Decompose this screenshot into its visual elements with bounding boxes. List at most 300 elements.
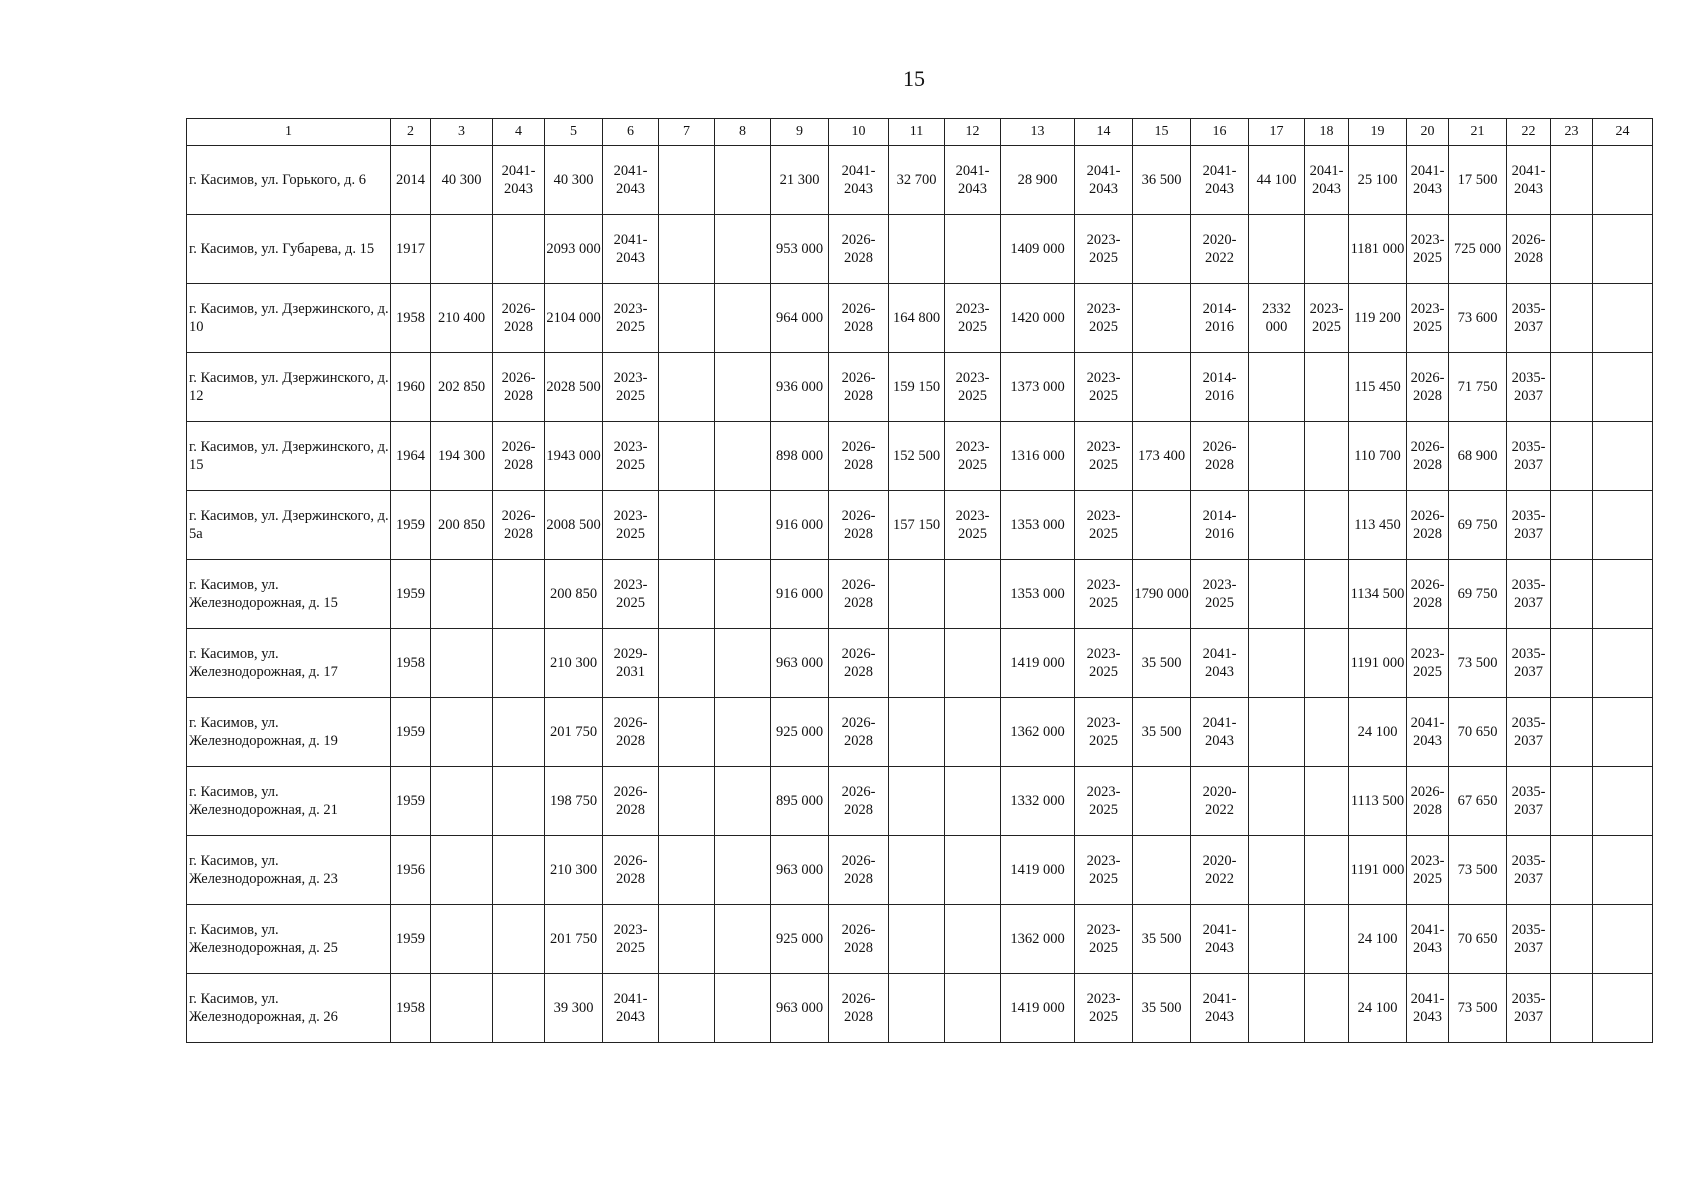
table-cell bbox=[1133, 215, 1191, 284]
table-cell bbox=[1305, 974, 1349, 1043]
table-cell bbox=[659, 905, 715, 974]
table-cell: 67 650 bbox=[1449, 767, 1507, 836]
address-cell: г. Касимов, ул. Железнодорожная, д. 26 bbox=[187, 974, 391, 1043]
table-cell bbox=[431, 560, 493, 629]
table-cell: 898 000 bbox=[771, 422, 829, 491]
table-cell: 40 300 bbox=[431, 146, 493, 215]
table-cell: 2014-2016 bbox=[1191, 284, 1249, 353]
column-header-18: 18 bbox=[1305, 119, 1349, 146]
table-cell: 2026-2028 bbox=[829, 284, 889, 353]
table-cell: 1191 000 bbox=[1349, 629, 1407, 698]
table-cell bbox=[889, 560, 945, 629]
table-cell: 69 750 bbox=[1449, 491, 1507, 560]
table-cell: 1917 bbox=[391, 215, 431, 284]
address-cell: г. Касимов, ул. Железнодорожная, д. 15 bbox=[187, 560, 391, 629]
table-cell: 2026-2028 bbox=[829, 353, 889, 422]
column-header-14: 14 bbox=[1075, 119, 1133, 146]
table-cell bbox=[1249, 353, 1305, 422]
table-cell: 164 800 bbox=[889, 284, 945, 353]
table-cell: 2041-2043 bbox=[1191, 146, 1249, 215]
table-cell: 2023-2025 bbox=[1075, 698, 1133, 767]
table-cell bbox=[659, 284, 715, 353]
table-cell bbox=[1551, 974, 1593, 1043]
table-row bbox=[187, 629, 1653, 698]
table-cell bbox=[1249, 491, 1305, 560]
table-cell: 2029-2031 bbox=[603, 629, 659, 698]
table-cell: 24 100 bbox=[1349, 974, 1407, 1043]
table-cell bbox=[715, 767, 771, 836]
table-cell: 1958 bbox=[391, 284, 431, 353]
table-cell: 2020-2022 bbox=[1191, 836, 1249, 905]
table-cell: 1353 000 bbox=[1001, 491, 1075, 560]
table-cell: 210 300 bbox=[545, 836, 603, 905]
table-cell bbox=[945, 560, 1001, 629]
table-cell: 1113 500 bbox=[1349, 767, 1407, 836]
table-row bbox=[187, 698, 1653, 767]
table-cell bbox=[659, 698, 715, 767]
table-cell: 1959 bbox=[391, 905, 431, 974]
table-cell bbox=[493, 560, 545, 629]
table-cell bbox=[431, 698, 493, 767]
table-row bbox=[187, 146, 1653, 215]
table-cell: 2035-2037 bbox=[1507, 767, 1551, 836]
table-cell: 2023-2025 bbox=[1075, 974, 1133, 1043]
table-cell bbox=[1305, 560, 1349, 629]
table-cell: 24 100 bbox=[1349, 698, 1407, 767]
column-header-2: 2 bbox=[391, 119, 431, 146]
table-cell: 2026-2028 bbox=[829, 560, 889, 629]
table-cell: 1959 bbox=[391, 698, 431, 767]
table-cell: 925 000 bbox=[771, 698, 829, 767]
table-cell: 1332 000 bbox=[1001, 767, 1075, 836]
table-cell: 2023-2025 bbox=[1305, 284, 1349, 353]
table-cell: 1959 bbox=[391, 560, 431, 629]
table-cell: 70 650 bbox=[1449, 698, 1507, 767]
table-cell: 2014-2016 bbox=[1191, 491, 1249, 560]
table-cell: 2026-2028 bbox=[493, 353, 545, 422]
table-cell: 73 600 bbox=[1449, 284, 1507, 353]
table-cell: 2023-2025 bbox=[945, 353, 1001, 422]
table-cell: 2035-2037 bbox=[1507, 974, 1551, 1043]
table-cell: 1362 000 bbox=[1001, 698, 1075, 767]
table-cell: 2023-2025 bbox=[945, 491, 1001, 560]
table-cell bbox=[715, 215, 771, 284]
table-cell: 2026-2028 bbox=[603, 698, 659, 767]
table-row bbox=[187, 491, 1653, 560]
table-cell bbox=[1593, 560, 1653, 629]
table-cell bbox=[1133, 767, 1191, 836]
table-cell bbox=[493, 836, 545, 905]
table-cell bbox=[1593, 767, 1653, 836]
table-cell: 2023-2025 bbox=[603, 284, 659, 353]
column-header-7: 7 bbox=[659, 119, 715, 146]
table-cell bbox=[1551, 836, 1593, 905]
column-header-9: 9 bbox=[771, 119, 829, 146]
table-cell: 2041-2043 bbox=[1407, 974, 1449, 1043]
table-cell: 210 400 bbox=[431, 284, 493, 353]
table-row bbox=[187, 422, 1653, 491]
table-cell: 2023-2025 bbox=[945, 284, 1001, 353]
table-cell: 2026-2028 bbox=[493, 422, 545, 491]
table-cell: 1964 bbox=[391, 422, 431, 491]
table-cell: 963 000 bbox=[771, 836, 829, 905]
address-cell: г. Касимов, ул. Дзержинского, д. 12 bbox=[187, 353, 391, 422]
table-cell: 1960 bbox=[391, 353, 431, 422]
address-cell: г. Касимов, ул. Дзержинского, д. 10 bbox=[187, 284, 391, 353]
column-header-6: 6 bbox=[603, 119, 659, 146]
table-cell bbox=[1593, 284, 1653, 353]
data-table bbox=[186, 118, 1653, 1043]
table-cell: 157 150 bbox=[889, 491, 945, 560]
table-cell bbox=[493, 698, 545, 767]
column-header-23: 23 bbox=[1551, 119, 1593, 146]
table-cell: 2026-2028 bbox=[829, 836, 889, 905]
column-header-16: 16 bbox=[1191, 119, 1249, 146]
table-cell: 925 000 bbox=[771, 905, 829, 974]
table-cell: 2093 000 bbox=[545, 215, 603, 284]
table-cell bbox=[1551, 215, 1593, 284]
table-cell: 2026-2028 bbox=[829, 422, 889, 491]
table-cell bbox=[1133, 284, 1191, 353]
table-cell: 32 700 bbox=[889, 146, 945, 215]
table-cell bbox=[889, 905, 945, 974]
table-cell bbox=[1133, 491, 1191, 560]
table-cell bbox=[715, 284, 771, 353]
table-cell: 28 900 bbox=[1001, 146, 1075, 215]
table-cell bbox=[1249, 629, 1305, 698]
table-cell bbox=[659, 629, 715, 698]
table-cell: 1420 000 bbox=[1001, 284, 1075, 353]
table-cell: 2041-2043 bbox=[1191, 629, 1249, 698]
table-cell: 1181 000 bbox=[1349, 215, 1407, 284]
table-cell: 2026-2028 bbox=[493, 491, 545, 560]
column-header-19: 19 bbox=[1349, 119, 1407, 146]
table-cell bbox=[1305, 422, 1349, 491]
table-cell bbox=[1249, 560, 1305, 629]
table-cell: 2023-2025 bbox=[1075, 422, 1133, 491]
table-cell: 2035-2037 bbox=[1507, 491, 1551, 560]
column-header-5: 5 bbox=[545, 119, 603, 146]
table-cell: 2023-2025 bbox=[603, 905, 659, 974]
table-cell: 36 500 bbox=[1133, 146, 1191, 215]
table-cell: 2035-2037 bbox=[1507, 422, 1551, 491]
table-cell bbox=[659, 146, 715, 215]
table-cell bbox=[493, 974, 545, 1043]
table-cell: 1419 000 bbox=[1001, 629, 1075, 698]
table-cell: 2035-2037 bbox=[1507, 284, 1551, 353]
table-cell bbox=[1551, 698, 1593, 767]
table-cell bbox=[431, 767, 493, 836]
table-cell: 2023-2025 bbox=[1075, 353, 1133, 422]
address-cell: г. Касимов, ул. Железнодорожная, д. 25 bbox=[187, 905, 391, 974]
table-cell: 2035-2037 bbox=[1507, 698, 1551, 767]
table-cell: 113 450 bbox=[1349, 491, 1407, 560]
table-cell: 2026-2028 bbox=[829, 905, 889, 974]
table-cell bbox=[659, 491, 715, 560]
table-cell bbox=[1551, 905, 1593, 974]
table-cell bbox=[1249, 767, 1305, 836]
table-cell: 916 000 bbox=[771, 560, 829, 629]
table-cell: 25 100 bbox=[1349, 146, 1407, 215]
table-cell: 2014-2016 bbox=[1191, 353, 1249, 422]
table-cell bbox=[1249, 974, 1305, 1043]
table-cell bbox=[1551, 767, 1593, 836]
table-cell: 152 500 bbox=[889, 422, 945, 491]
table-cell bbox=[1551, 353, 1593, 422]
table-cell bbox=[431, 629, 493, 698]
table-cell: 2041-2043 bbox=[829, 146, 889, 215]
table-cell bbox=[1593, 698, 1653, 767]
table-cell bbox=[659, 836, 715, 905]
table-cell: 1958 bbox=[391, 974, 431, 1043]
table-cell: 2035-2037 bbox=[1507, 905, 1551, 974]
table-cell bbox=[945, 974, 1001, 1043]
table-cell: 2035-2037 bbox=[1507, 836, 1551, 905]
table-cell: 2023-2025 bbox=[1075, 284, 1133, 353]
table-cell bbox=[945, 698, 1001, 767]
table-cell: 2041-2043 bbox=[603, 146, 659, 215]
table-cell bbox=[1593, 491, 1653, 560]
table-cell: 194 300 bbox=[431, 422, 493, 491]
table-cell: 1419 000 bbox=[1001, 836, 1075, 905]
table-cell bbox=[1593, 353, 1653, 422]
table-cell: 2035-2037 bbox=[1507, 353, 1551, 422]
table-cell: 2026-2028 bbox=[1407, 491, 1449, 560]
table-row bbox=[187, 353, 1653, 422]
table-cell bbox=[1249, 422, 1305, 491]
table-cell: 210 300 bbox=[545, 629, 603, 698]
table-cell: 1790 000 bbox=[1133, 560, 1191, 629]
column-header-21: 21 bbox=[1449, 119, 1507, 146]
table-cell: 35 500 bbox=[1133, 629, 1191, 698]
table-cell bbox=[889, 698, 945, 767]
table-cell: 1134 500 bbox=[1349, 560, 1407, 629]
address-cell: г. Касимов, ул. Дзержинского, д. 15 bbox=[187, 422, 391, 491]
table-cell: 2041-2043 bbox=[945, 146, 1001, 215]
table-cell: 2041-2043 bbox=[1191, 698, 1249, 767]
table-cell: 24 100 bbox=[1349, 905, 1407, 974]
table-cell: 201 750 bbox=[545, 905, 603, 974]
table-cell: 2035-2037 bbox=[1507, 560, 1551, 629]
table-cell: 2023-2025 bbox=[1075, 215, 1133, 284]
table-cell: 44 100 bbox=[1249, 146, 1305, 215]
table-cell: 2023-2025 bbox=[1407, 284, 1449, 353]
column-header-10: 10 bbox=[829, 119, 889, 146]
table-cell: 2026-2028 bbox=[829, 698, 889, 767]
column-header-13: 13 bbox=[1001, 119, 1075, 146]
table-row bbox=[187, 836, 1653, 905]
table-cell: 2023-2025 bbox=[1407, 836, 1449, 905]
table-cell: 2041-2043 bbox=[1507, 146, 1551, 215]
table-cell: 963 000 bbox=[771, 974, 829, 1043]
column-header-4: 4 bbox=[493, 119, 545, 146]
table-cell bbox=[715, 974, 771, 1043]
address-cell: г. Касимов, ул. Горького, д. 6 bbox=[187, 146, 391, 215]
table-cell: 2023-2025 bbox=[1191, 560, 1249, 629]
table-cell: 936 000 bbox=[771, 353, 829, 422]
table-cell bbox=[659, 422, 715, 491]
table-cell bbox=[431, 905, 493, 974]
column-header-11: 11 bbox=[889, 119, 945, 146]
table-cell: 1958 bbox=[391, 629, 431, 698]
table-cell: 2041-2043 bbox=[1407, 905, 1449, 974]
table-cell bbox=[945, 629, 1001, 698]
table-cell bbox=[1551, 146, 1593, 215]
address-cell: г. Касимов, ул. Железнодорожная, д. 17 bbox=[187, 629, 391, 698]
table-cell: 953 000 bbox=[771, 215, 829, 284]
address-cell: г. Касимов, ул. Губарева, д. 15 bbox=[187, 215, 391, 284]
table-cell: 202 850 bbox=[431, 353, 493, 422]
table-cell: 2041-2043 bbox=[1407, 146, 1449, 215]
table-cell: 173 400 bbox=[1133, 422, 1191, 491]
table-cell: 73 500 bbox=[1449, 629, 1507, 698]
table-cell bbox=[1551, 284, 1593, 353]
table-cell: 110 700 bbox=[1349, 422, 1407, 491]
table-cell: 1191 000 bbox=[1349, 836, 1407, 905]
table-cell bbox=[493, 905, 545, 974]
address-cell: г. Касимов, ул. Железнодорожная, д. 21 bbox=[187, 767, 391, 836]
table-cell: 115 450 bbox=[1349, 353, 1407, 422]
table-cell bbox=[945, 767, 1001, 836]
table-cell: 2035-2037 bbox=[1507, 629, 1551, 698]
table-cell bbox=[1551, 629, 1593, 698]
table-cell bbox=[715, 560, 771, 629]
column-header-1: 1 bbox=[187, 119, 391, 146]
column-header-24: 24 bbox=[1593, 119, 1653, 146]
address-cell: г. Касимов, ул. Железнодорожная, д. 19 bbox=[187, 698, 391, 767]
table-cell: 2026-2028 bbox=[1407, 422, 1449, 491]
table-cell: 1943 000 bbox=[545, 422, 603, 491]
table-cell bbox=[1305, 698, 1349, 767]
table-cell: 70 650 bbox=[1449, 905, 1507, 974]
table-cell bbox=[1305, 905, 1349, 974]
table-cell bbox=[431, 974, 493, 1043]
table-cell bbox=[1305, 629, 1349, 698]
table-cell bbox=[493, 767, 545, 836]
table-cell: 35 500 bbox=[1133, 905, 1191, 974]
table-cell bbox=[659, 353, 715, 422]
table-cell bbox=[889, 767, 945, 836]
table-cell bbox=[1305, 767, 1349, 836]
column-header-15: 15 bbox=[1133, 119, 1191, 146]
table-cell: 2023-2025 bbox=[603, 353, 659, 422]
table-cell: 2023-2025 bbox=[1075, 836, 1133, 905]
table-cell: 2023-2025 bbox=[603, 422, 659, 491]
table-cell: 2026-2028 bbox=[829, 767, 889, 836]
table-cell bbox=[715, 629, 771, 698]
table-cell: 1316 000 bbox=[1001, 422, 1075, 491]
table-cell bbox=[1551, 491, 1593, 560]
table-cell: 2008 500 bbox=[545, 491, 603, 560]
table-cell: 200 850 bbox=[431, 491, 493, 560]
table-cell: 2023-2025 bbox=[603, 560, 659, 629]
table-cell bbox=[1133, 836, 1191, 905]
table-cell bbox=[1593, 629, 1653, 698]
table-cell bbox=[431, 215, 493, 284]
table-cell: 2023-2025 bbox=[603, 491, 659, 560]
table-cell: 1956 bbox=[391, 836, 431, 905]
table-cell: 2020-2022 bbox=[1191, 215, 1249, 284]
table-cell: 2026-2028 bbox=[1407, 353, 1449, 422]
table-cell bbox=[1593, 905, 1653, 974]
table-cell: 2026-2028 bbox=[1191, 422, 1249, 491]
table-cell bbox=[945, 905, 1001, 974]
table-cell bbox=[1305, 215, 1349, 284]
table-cell: 1353 000 bbox=[1001, 560, 1075, 629]
table-cell: 73 500 bbox=[1449, 974, 1507, 1043]
table-cell: 73 500 bbox=[1449, 836, 1507, 905]
table-cell: 2023-2025 bbox=[1407, 629, 1449, 698]
table-cell: 2332 000 bbox=[1249, 284, 1305, 353]
column-header-12: 12 bbox=[945, 119, 1001, 146]
table-cell bbox=[1551, 560, 1593, 629]
table-cell: 2041-2043 bbox=[1305, 146, 1349, 215]
table-cell bbox=[659, 767, 715, 836]
header-row bbox=[187, 119, 1653, 146]
table-cell: 71 750 bbox=[1449, 353, 1507, 422]
table-cell: 69 750 bbox=[1449, 560, 1507, 629]
table-cell: 39 300 bbox=[545, 974, 603, 1043]
table-cell bbox=[715, 836, 771, 905]
table-cell: 1419 000 bbox=[1001, 974, 1075, 1043]
table-cell bbox=[1593, 422, 1653, 491]
table-cell: 2041-2043 bbox=[603, 215, 659, 284]
table-cell: 1959 bbox=[391, 767, 431, 836]
table-cell: 2026-2028 bbox=[1507, 215, 1551, 284]
column-header-22: 22 bbox=[1507, 119, 1551, 146]
table-cell bbox=[1305, 353, 1349, 422]
address-cell: г. Касимов, ул. Железнодорожная, д. 23 bbox=[187, 836, 391, 905]
table-row bbox=[187, 560, 1653, 629]
table-cell: 2023-2025 bbox=[1075, 491, 1133, 560]
table-cell bbox=[493, 629, 545, 698]
column-header-17: 17 bbox=[1249, 119, 1305, 146]
table-cell: 2041-2043 bbox=[603, 974, 659, 1043]
column-header-8: 8 bbox=[715, 119, 771, 146]
data-table-container bbox=[186, 118, 1653, 1043]
table-cell: 119 200 bbox=[1349, 284, 1407, 353]
table-cell: 2104 000 bbox=[545, 284, 603, 353]
table-cell bbox=[1593, 215, 1653, 284]
table-cell bbox=[889, 215, 945, 284]
table-cell: 17 500 bbox=[1449, 146, 1507, 215]
table-cell bbox=[1305, 836, 1349, 905]
table-cell: 198 750 bbox=[545, 767, 603, 836]
table-cell: 1373 000 bbox=[1001, 353, 1075, 422]
address-cell: г. Касимов, ул. Дзержинского, д. 5а bbox=[187, 491, 391, 560]
table-cell bbox=[715, 146, 771, 215]
column-header-3: 3 bbox=[431, 119, 493, 146]
table-cell: 725 000 bbox=[1449, 215, 1507, 284]
table-cell bbox=[945, 836, 1001, 905]
table-cell bbox=[715, 422, 771, 491]
table-cell bbox=[889, 974, 945, 1043]
table-cell: 895 000 bbox=[771, 767, 829, 836]
table-cell bbox=[715, 491, 771, 560]
table-cell bbox=[493, 215, 545, 284]
table-cell bbox=[431, 836, 493, 905]
table-cell: 2026-2028 bbox=[1407, 767, 1449, 836]
table-cell: 2026-2028 bbox=[829, 491, 889, 560]
table-cell: 200 850 bbox=[545, 560, 603, 629]
table-cell: 35 500 bbox=[1133, 974, 1191, 1043]
table-cell bbox=[1593, 974, 1653, 1043]
table-cell: 2026-2028 bbox=[603, 767, 659, 836]
table-cell: 159 150 bbox=[889, 353, 945, 422]
table-cell: 35 500 bbox=[1133, 698, 1191, 767]
table-cell bbox=[715, 353, 771, 422]
table-cell bbox=[1551, 422, 1593, 491]
